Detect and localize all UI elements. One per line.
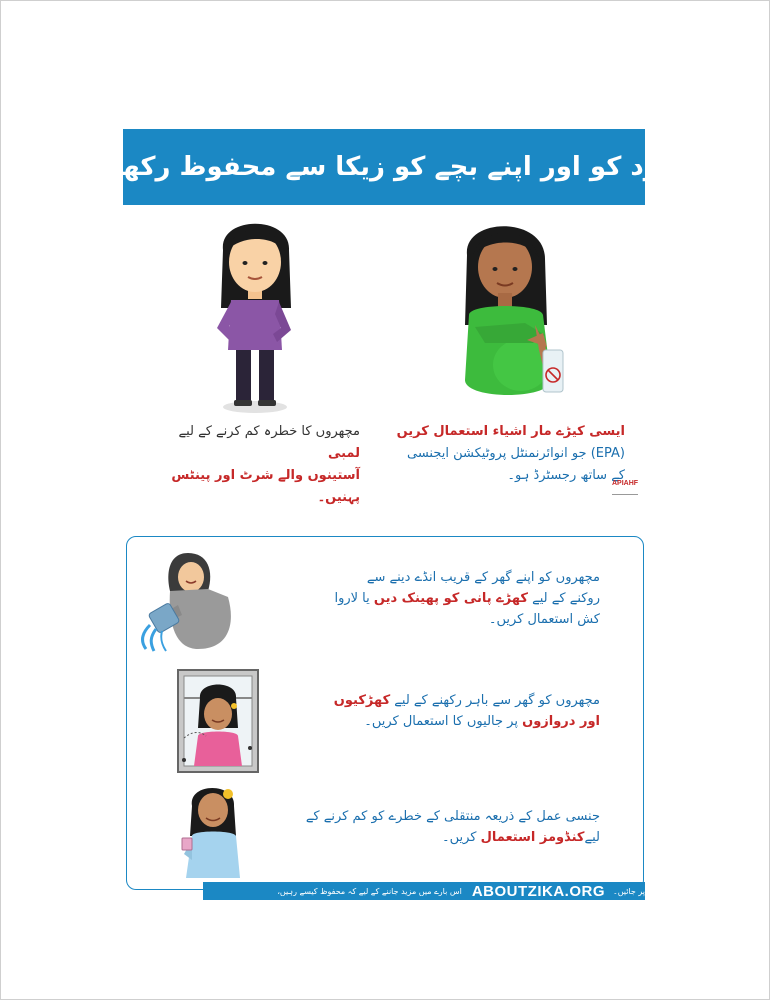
condom-tip <box>280 806 600 848</box>
woman-condom-illustration <box>178 780 248 880</box>
header-banner <box>89 129 679 205</box>
aboutzika-link[interactable]: ABOUTZIKA.ORG <box>471 882 606 900</box>
condom-line1: جنسی عمل کے ذریعہ منتقلی کے خطرے کو کم کرنے کے <box>305 809 600 824</box>
standing-water-line1: مچھروں کو اپنے گھر کے قریب انڈے دینے سے <box>366 570 600 585</box>
repellent-caption <box>390 421 625 487</box>
woman-emptying-water-illustration <box>138 545 248 655</box>
window-screen-line2: اور دروازوں پر جالیوں کا استعمال کریں۔ <box>364 714 600 729</box>
repellent-line3: کے ساتھ رجسٹرڈ ہو۔ <box>507 468 625 483</box>
standing-water-tip <box>280 567 600 630</box>
standing-water-line2: روکنے کے لیے کھڑے پانی کو پھینک دیں یا لاروا <box>334 591 600 606</box>
apiahf-logo: APIAHF <box>612 480 638 495</box>
footer-visit: پر جائیں۔ <box>613 886 645 896</box>
window-screen-line1: مچھروں کو گھر سے باہر رکھنے کے لیے کھڑکیوں <box>333 693 600 708</box>
woman-long-sleeves-illustration <box>205 210 305 415</box>
repellent-title: ایسی کیڑے مار اشیاء استعمال کریں <box>396 424 625 439</box>
standing-water-line3: کش استعمال کریں۔ <box>488 612 600 627</box>
long-sleeves-caption <box>150 421 360 509</box>
long-sleeves-line1: مچھروں کا خطرہ کم کرنے کے لیے لمبی <box>178 424 360 461</box>
footer-note: اس بارے میں مزید جاننے کے لیے کہ محفوظ کیسے رہیں، <box>277 886 462 896</box>
condom-line2: لیےکنڈومز استعمال کریں۔ <box>441 830 600 845</box>
long-sleeves-line2: آستینوں والے شرٹ اور پینٹس پہنیں۔ <box>171 468 360 505</box>
footer-bar <box>203 882 645 900</box>
girl-window-screen-illustration <box>176 668 260 774</box>
repellent-line2: (EPA) جو انوائرنمنٹل پروٹیکشن ایجنسی <box>407 446 625 461</box>
pregnant-woman-repellent-illustration <box>455 215 580 410</box>
page-title: خود کو اور اپنے بچے کو زیکا سے محفوظ رکھیں <box>89 152 679 182</box>
window-screen-tip <box>280 690 600 732</box>
